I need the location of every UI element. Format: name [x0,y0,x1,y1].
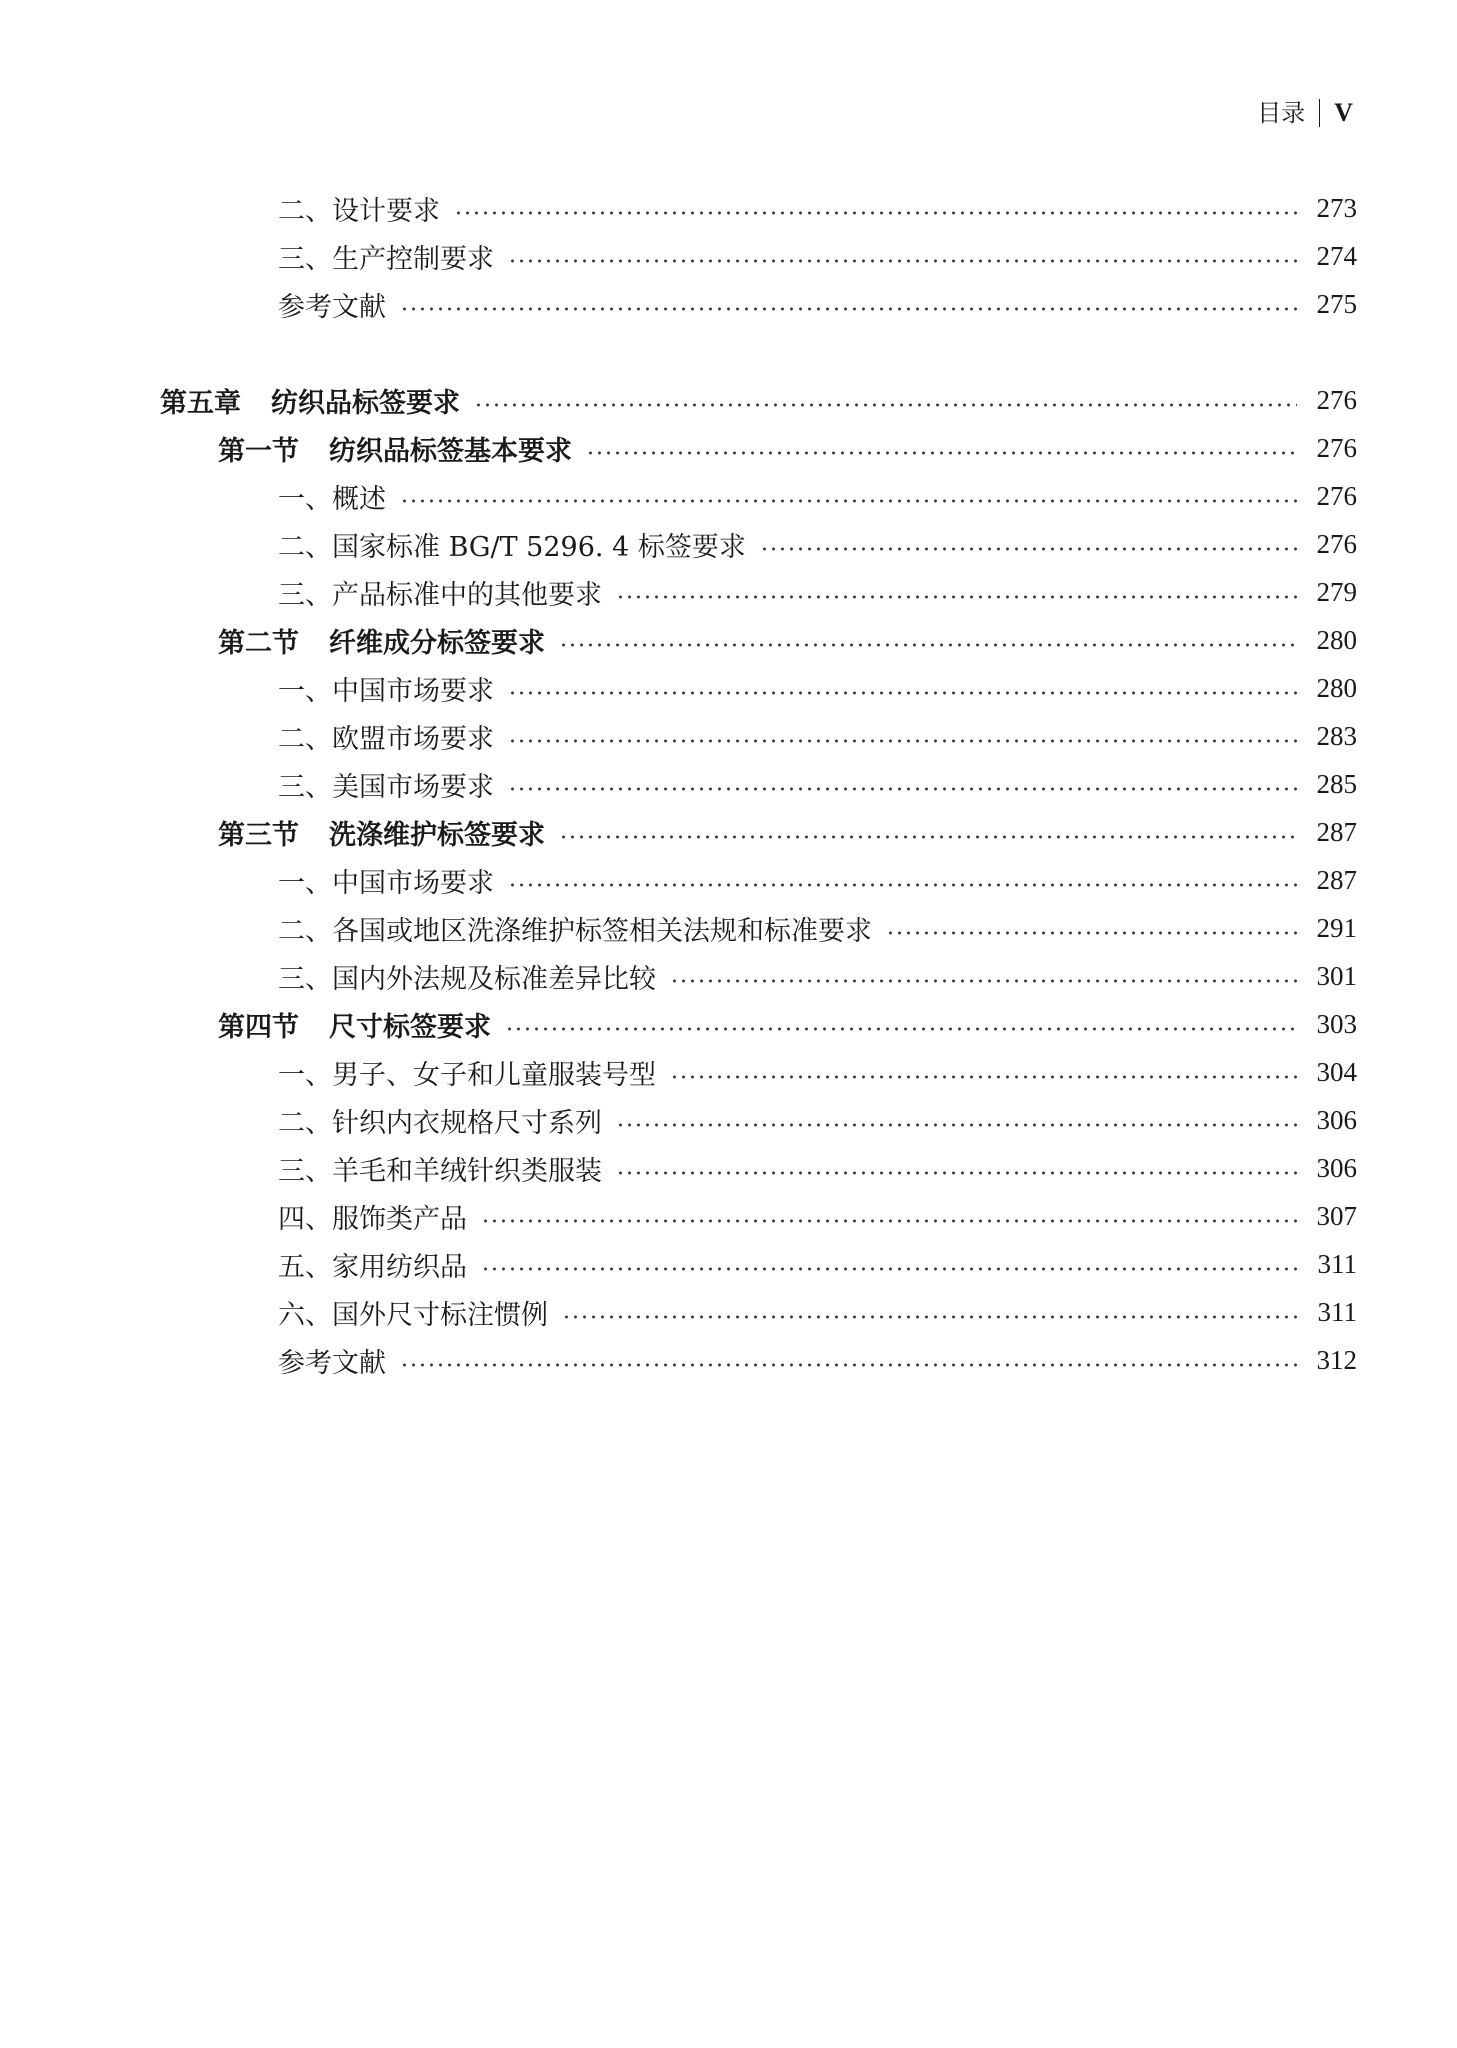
toc-title [278,477,386,516]
toc-title [160,381,460,420]
toc-title [218,813,545,852]
toc-title [218,1005,491,1044]
toc-page-number: 303 [1316,1008,1357,1039]
toc-entry-row [278,1144,1357,1192]
toc-title-text: 二、设计要求 [278,195,440,227]
toc-title-text: 一、中国市场要求 [278,867,494,899]
toc-entry-row [278,760,1357,808]
toc-number: 第五章 [160,387,241,419]
toc-title-text: 四、服饰类产品 [278,1203,467,1235]
toc-entry-row [278,280,1357,328]
toc-section-row [218,616,1357,664]
toc-entry-row [278,184,1357,232]
toc-title-text: 三、产品标准中的其他要求 [278,579,602,611]
toc-title-text: 参考文献 [278,1347,386,1379]
toc-entry-row [278,856,1357,904]
toc-page-number: 279 [1316,576,1357,607]
toc-title-text: 三、美国市场要求 [278,771,494,803]
toc-title [278,1053,656,1092]
dot-leader [562,1314,1297,1320]
toc-title [278,1149,602,1188]
toc-number: 第三节 [218,819,299,851]
toc-title-text: 二、国家标准 BG/T 5296. 4 标签要求 [278,531,746,563]
running-header [1257,98,1353,128]
toc-title-text: 五、家用纺织品 [278,1251,467,1283]
toc-title-text: 一、男子、女子和儿童服装号型 [278,1059,656,1091]
toc-title-text: 参考文献 [278,291,386,323]
toc-page-number: 306 [1316,1152,1357,1183]
toc-title-text: 一、中国市场要求 [278,675,494,707]
dot-leader [400,306,1297,312]
toc-title [278,189,440,228]
toc-entry-row [278,904,1357,952]
header-page-number: V [1334,98,1353,127]
toc-title [278,525,746,564]
toc-title-text: 三、羊毛和羊绒针织类服装 [278,1155,602,1187]
toc-page-number: 287 [1316,816,1357,847]
toc-title [278,717,494,756]
toc-title-text: 纤维成分标签要求 [329,627,545,659]
toc-title [218,429,572,468]
toc-title [278,1341,386,1380]
toc-page-number: 280 [1316,624,1357,655]
toc-entry-row [278,664,1357,712]
toc-page-number: 285 [1316,768,1357,799]
toc-page-number: 311 [1317,1248,1357,1279]
toc-page-number: 273 [1316,192,1357,223]
dot-leader [616,1122,1297,1128]
toc-title [278,861,494,900]
dot-leader [508,882,1297,888]
toc-title [278,1293,548,1332]
dot-leader [400,1362,1297,1368]
toc-entry-row [278,1096,1357,1144]
toc-title [218,621,545,660]
dot-leader [505,1026,1297,1032]
toc-entry-row [278,1192,1357,1240]
dot-leader [474,402,1297,408]
toc-page-number: 280 [1316,672,1357,703]
toc-title-text: 尺寸标签要求 [329,1011,491,1043]
toc-title-text: 二、欧盟市场要求 [278,723,494,755]
toc-entry-row [278,568,1357,616]
dot-leader [616,594,1297,600]
toc-title [278,285,386,324]
toc-title-text: 纺织品标签基本要求 [329,435,572,467]
toc-page-number: 276 [1316,432,1357,463]
toc-page-number: 307 [1316,1200,1357,1231]
dot-leader [508,690,1297,696]
dot-leader [508,786,1297,792]
toc-number: 第二节 [218,627,299,659]
toc-title-text: 一、概述 [278,483,386,515]
toc-title-text: 六、国外尺寸标注惯例 [278,1299,548,1331]
toc-entry-row [278,712,1357,760]
toc-title [278,237,494,276]
toc-title [278,1101,602,1140]
dot-leader [616,1170,1297,1176]
toc-entry-row [278,1240,1357,1288]
toc-title [278,957,656,996]
toc-section-row [218,808,1357,856]
toc-title [278,765,494,804]
toc-page-number: 276 [1316,528,1357,559]
toc-title-text: 三、国内外法规及标准差异比较 [278,963,656,995]
toc-title [278,669,494,708]
dot-leader [454,210,1297,216]
toc-entry-row [278,472,1357,520]
toc-page-number: 311 [1317,1296,1357,1327]
toc-page-number: 312 [1316,1344,1357,1375]
toc-title-text: 二、各国或地区洗涤维护标签相关法规和标准要求 [278,915,872,947]
header-section-title: 目录 [1257,99,1306,127]
toc-page-number: 275 [1316,288,1357,319]
dot-leader [670,1074,1297,1080]
toc-entry-row [278,1288,1357,1336]
toc-section-row [218,424,1357,472]
dot-leader [886,930,1297,936]
toc-entry-row [278,520,1357,568]
toc-chapter-row [160,376,1357,424]
dot-leader [760,546,1297,552]
toc-page-number: 276 [1316,384,1357,415]
dot-leader [559,642,1297,648]
toc-entry-row [278,1336,1357,1384]
toc-title [278,1245,467,1284]
toc-page-number: 274 [1316,240,1357,271]
toc-page-number: 304 [1316,1056,1357,1087]
dot-leader [400,498,1297,504]
dot-leader [481,1218,1297,1224]
dot-leader [586,450,1297,456]
toc-number: 第四节 [218,1011,299,1043]
toc-page-number: 283 [1316,720,1357,751]
toc-number: 第一节 [218,435,299,467]
toc-page-number: 287 [1316,864,1357,895]
toc-entry-row [278,952,1357,1000]
toc-entry-row [278,232,1357,280]
dot-leader [670,978,1297,984]
toc-title [278,573,602,612]
toc-page-number: 301 [1316,960,1357,991]
toc-title [278,909,872,948]
dot-leader [508,738,1297,744]
header-divider [1319,99,1320,127]
dot-leader [559,834,1297,840]
toc-page-number: 306 [1316,1104,1357,1135]
toc-title-text: 纺织品标签要求 [271,387,460,419]
dot-leader [481,1266,1297,1272]
toc-title-text: 三、生产控制要求 [278,243,494,275]
toc-section-row [218,1000,1357,1048]
toc-entry-row [278,1048,1357,1096]
toc-page-number: 276 [1316,480,1357,511]
toc-title-text: 洗涤维护标签要求 [329,819,545,851]
dot-leader [508,258,1297,264]
toc-title-text: 二、针织内衣规格尺寸系列 [278,1107,602,1139]
toc-page-number: 291 [1316,912,1357,943]
toc-title [278,1197,467,1236]
